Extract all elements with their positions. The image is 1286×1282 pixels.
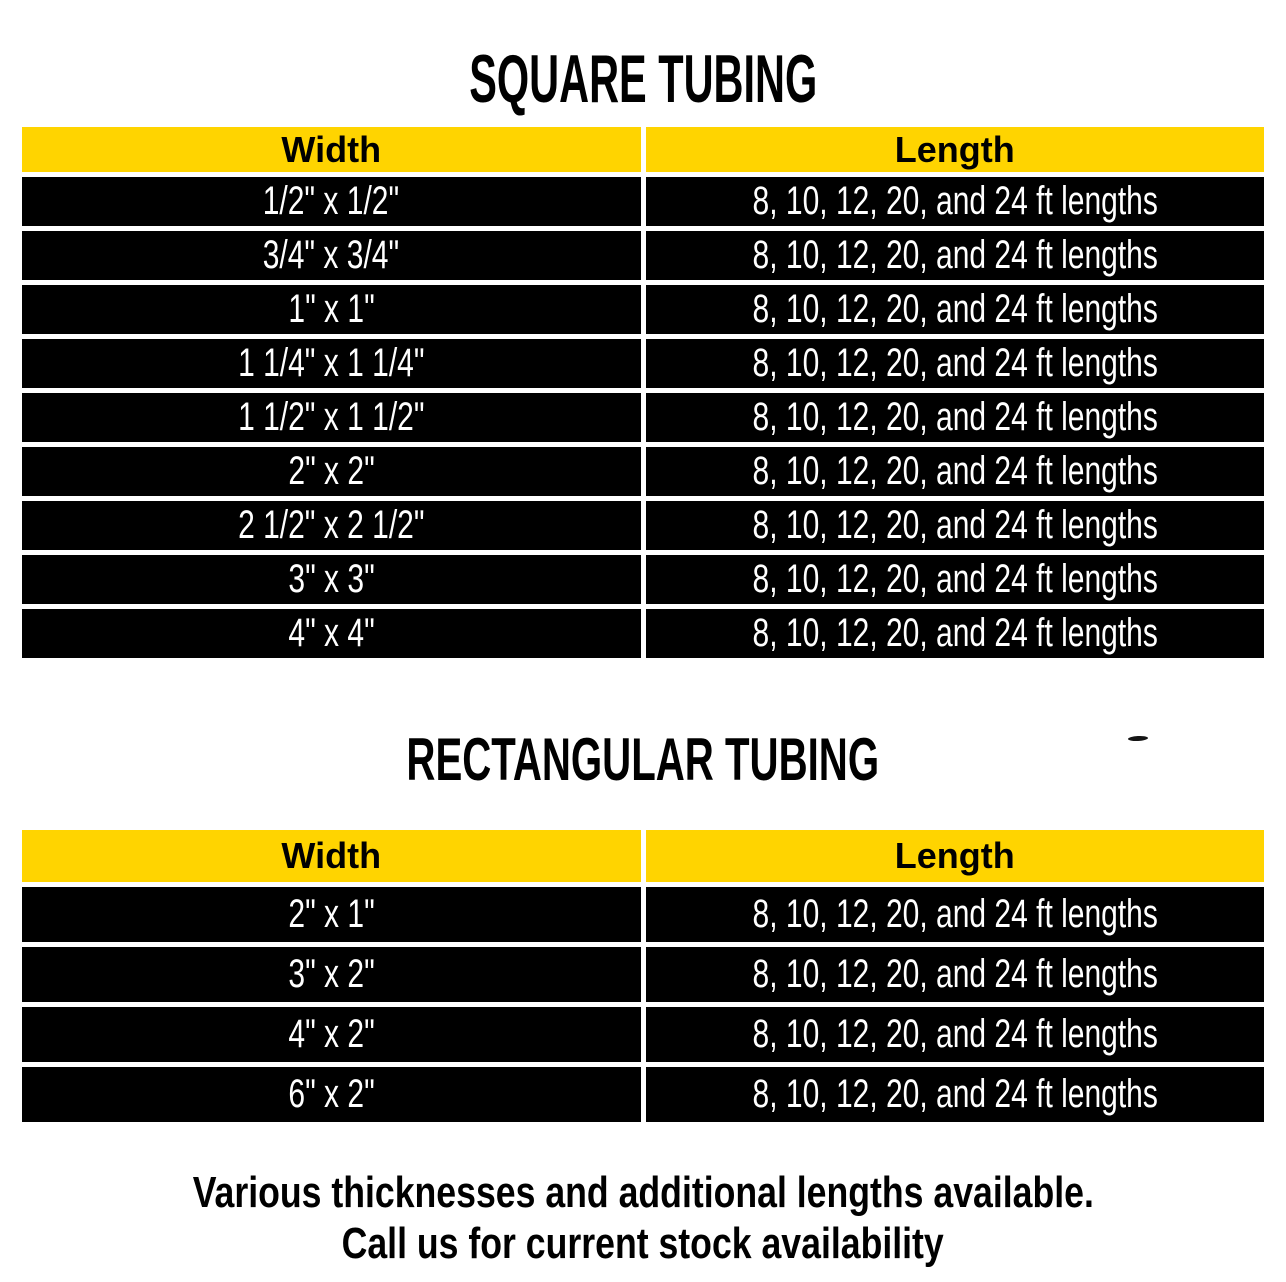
length-cell: 8, 10, 12, 20, and 24 ft lengths (643, 1005, 1267, 1065)
square-tubing-table (17, 122, 1269, 663)
header-row (20, 828, 1267, 885)
table-row (20, 283, 1267, 337)
column-header-length: Length (643, 125, 1267, 175)
table-row (20, 445, 1267, 499)
width-cell: 6" x 2" (20, 1065, 644, 1125)
table-row (20, 607, 1267, 661)
table-row (20, 499, 1267, 553)
length-cell: 8, 10, 12, 20, and 24 ft lengths (643, 607, 1267, 661)
width-cell: 1 1/2" x 1 1/2" (20, 391, 644, 445)
width-cell: 1 1/4" x 1 1/4" (20, 337, 644, 391)
table-row (20, 1005, 1267, 1065)
header-row (20, 125, 1267, 175)
column-header-width: Width (20, 125, 644, 175)
length-cell: 8, 10, 12, 20, and 24 ft lengths (643, 337, 1267, 391)
section-title-rectangular-tubing (0, 726, 1286, 793)
availability-note (0, 1167, 1286, 1269)
width-cell: 2 1/2" x 2 1/2" (20, 499, 644, 553)
width-cell: 1/2" x 1/2" (20, 175, 644, 229)
section-title-rectangular-tubing-text: RECTANGULAR TUBING (406, 726, 880, 793)
column-header-width: Width (20, 828, 644, 885)
width-cell: 3" x 3" (20, 553, 644, 607)
width-cell: 4" x 4" (20, 607, 644, 661)
column-header-length: Length (643, 828, 1267, 885)
table-row (20, 553, 1267, 607)
width-cell: 2" x 2" (20, 445, 644, 499)
length-cell: 8, 10, 12, 20, and 24 ft lengths (643, 885, 1267, 945)
length-cell: 8, 10, 12, 20, and 24 ft lengths (643, 553, 1267, 607)
width-cell: 3/4" x 3/4" (20, 229, 644, 283)
table-row (20, 885, 1267, 945)
length-cell: 8, 10, 12, 20, and 24 ft lengths (643, 1065, 1267, 1125)
table-row (20, 229, 1267, 283)
table-row (20, 945, 1267, 1005)
length-cell: 8, 10, 12, 20, and 24 ft lengths (643, 445, 1267, 499)
width-cell: 2" x 1" (20, 885, 644, 945)
section-title-square-tubing-text: SQUARE TUBING (469, 41, 817, 117)
availability-note-line1: Various thicknesses and additional lengths available. (192, 1168, 1094, 1217)
table-row (20, 337, 1267, 391)
length-cell: 8, 10, 12, 20, and 24 ft lengths (643, 229, 1267, 283)
length-cell: 8, 10, 12, 20, and 24 ft lengths (643, 175, 1267, 229)
rectangular-tubing-table (17, 825, 1269, 1127)
table-row (20, 391, 1267, 445)
availability-note-line2: Call us for current stock availability (341, 1219, 945, 1268)
width-cell: 1" x 1" (20, 283, 644, 337)
section-title-square-tubing (0, 41, 1286, 117)
length-cell: 8, 10, 12, 20, and 24 ft lengths (643, 283, 1267, 337)
length-cell: 8, 10, 12, 20, and 24 ft lengths (643, 391, 1267, 445)
length-cell: 8, 10, 12, 20, and 24 ft lengths (643, 945, 1267, 1005)
width-cell: 3" x 2" (20, 945, 644, 1005)
width-cell: 4" x 2" (20, 1005, 644, 1065)
length-cell: 8, 10, 12, 20, and 24 ft lengths (643, 499, 1267, 553)
table-row (20, 1065, 1267, 1125)
table-row (20, 175, 1267, 229)
